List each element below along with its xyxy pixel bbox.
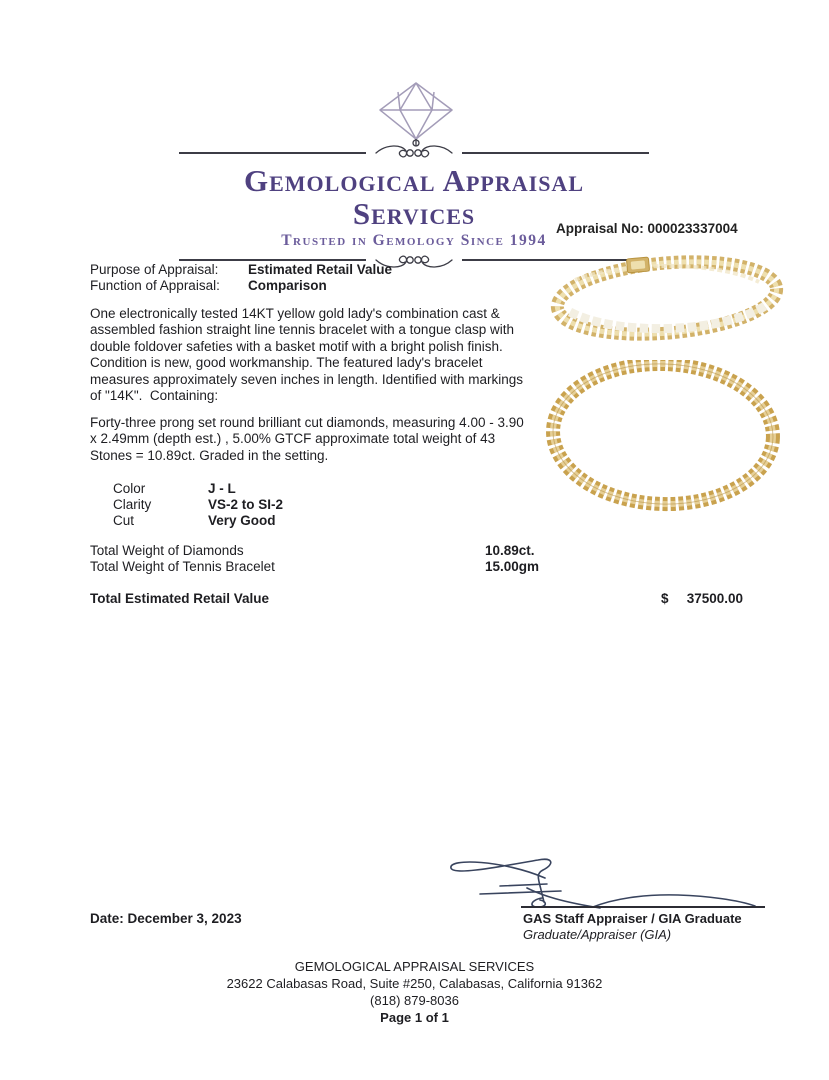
description-paragraph-2: Forty-three prong set round brilliant cut diamonds, measuring 4.00 - 3.90 x 2.49mm (depth est.) , 5.00% GTCF approximate total weight of 43 Stones = 10.89ct. Graded in the setting. [90,415,528,463]
signature-handwriting [443,850,765,912]
grade-value: J - L [208,481,236,496]
signer-subtitle: Graduate/Appraiser (GIA) [523,927,672,942]
brand-tagline: Trusted in Gemology Since 1994 [281,232,547,250]
currency-symbol: $ [661,591,669,606]
footer-phone: (818) 879-8036 [370,992,459,1008]
grade-label: Color [113,481,146,496]
date-line: Date: December 3, 2023 [90,911,242,926]
footer [0,959,829,1027]
purpose-row [90,262,560,278]
flourish-icon [372,142,456,164]
retail-value-label: Total Estimated Retail Value [90,591,270,606]
bracelet-photo-top [545,252,795,352]
bracelet-photo-bottom [545,360,795,512]
grade-value: Very Good [208,513,276,528]
brand-name: Gemological Appraisal Services [243,163,584,231]
retail-value-amount [661,591,743,606]
description-paragraph-1: One electronically tested 14KT yellow gold lady's combination cast & assembled fashion straight line tennis bracelet with a tongue clasp with double foldover safeties with a basket motif with a bright polish finish. Condition is new, good workmanship. The featured lady's bracelet measures approximately seven inches in length. Identified with markings of "14K". Containing: [90,306,527,404]
divider-top [179,142,649,164]
footer-page-number: Page 1 of 1 [380,1010,449,1026]
total-label: Total Weight of Diamonds [90,543,244,558]
function-label: Function of Appraisal: [90,278,220,293]
grade-row-cut [113,513,276,529]
total-row-bracelet [90,559,650,575]
footer-company: GEMOLOGICAL APPRAISAL SERVICES [294,959,535,974]
purpose-value: Estimated Retail Value [248,262,393,277]
grade-value: VS-2 to SI-2 [208,497,284,512]
amount: 37500.00 [686,591,743,606]
signer-title: GAS Staff Appraiser / GIA Graduate [523,911,742,926]
total-value: 15.00gm [485,559,540,574]
grade-row-color [113,481,236,497]
total-value: 10.89ct. [485,543,535,558]
signature-line [521,906,765,908]
function-value: Comparison [248,278,327,293]
signer-block [523,911,773,943]
purpose-label: Purpose of Appraisal: [90,262,219,277]
grade-row-clarity [113,497,283,513]
total-label: Total Weight of Tennis Bracelet [90,559,275,574]
clasp [626,257,649,273]
grade-label: Cut [113,513,135,528]
diamond-logo-icon [355,80,477,150]
appraisal-number: Appraisal No: 000023337004 [556,221,738,236]
function-row [90,278,560,294]
total-row-diamonds [90,543,650,559]
footer-address: 23622 Calabasas Road, Suite #250, Calabasas, California 91362 [226,975,603,991]
grade-label: Clarity [113,497,152,512]
